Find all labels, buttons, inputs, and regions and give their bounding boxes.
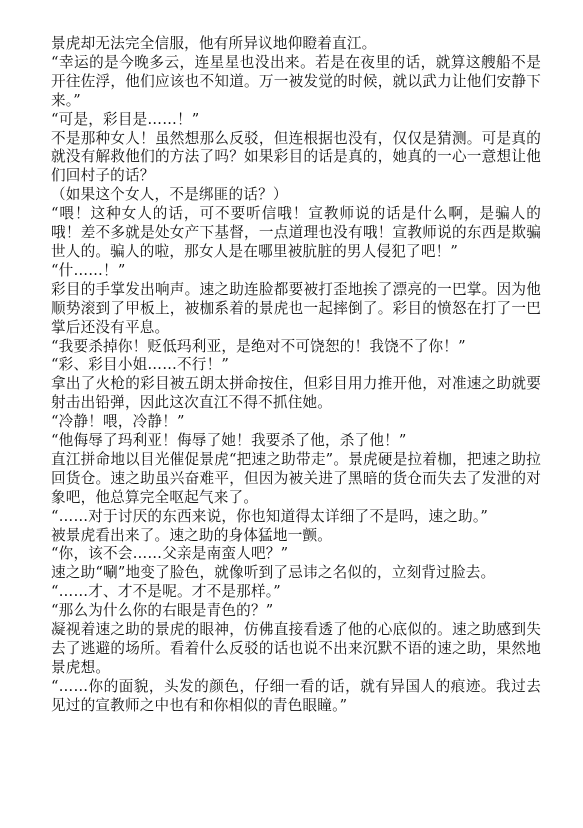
paragraph: 不是那种女人！虽然想那么反驳，但连根据也没有，仅仅是猜测。可是真的就没有解救他们的方法了吗？如果彩目的话是真的，她真的一心一意想让他们回村子的话？ xyxy=(51,129,541,185)
paragraph: “……才、才不是呢。才不是那样。” xyxy=(51,583,281,601)
paragraph: “彩、彩目小姐……不行！” xyxy=(51,356,230,374)
paragraph: 直江拼命地以目光催促景虎“把速之助带走”。景虎硬是拉着枷，把速之助拉回货仓。速之助虽兴奋难平，但因为被关进了黑暗的货仓而失去了发泄的对象吧，他总算完全呕起气来了。 xyxy=(51,450,541,506)
paragraph: （如果这个女人，不是绑匪的话？） xyxy=(51,186,288,204)
paragraph: “……你的面貌，头发的颜色，仔细一看的话，就有异国人的痕迹。我过去见过的宣教师之中也有和你相似的青色眼瞳。” xyxy=(51,677,541,714)
paragraph: “你，该不会……父亲是南蛮人吧？” xyxy=(51,545,289,563)
paragraph: “什……！” xyxy=(51,261,126,279)
paragraph: 彩目的手掌发出响声。速之助连脸都要被打歪地挨了漂亮的一巴掌。因为他顺势滚到了甲板上，被枷系着的景虎也一起摔倒了。彩目的愤怒在打了一巴掌后还没有平息。 xyxy=(51,280,541,336)
document-page xyxy=(51,35,541,716)
paragraph: “那么为什么你的右眼是青色的？” xyxy=(51,602,274,620)
paragraph: “幸运的是今晚多云，连星星也没出来。若是在夜里的话，就算这艘船不是开往佐浮，他们应该也不知道。万一被发觉的时候，就以武力让他们安静下来。” xyxy=(51,53,541,109)
paragraph: “他侮辱了玛利亚！侮辱了她！我要杀了他，杀了他！” xyxy=(51,432,407,450)
paragraph: 速之助“唰”地变了脸色，就像听到了忌讳之名似的，立刻背过脸去。 xyxy=(51,564,496,582)
paragraph: “冷静！喂，冷静！” xyxy=(51,413,185,431)
paragraph: “可是，彩目是……！” xyxy=(51,110,200,128)
paragraph: 景虎却无法完全信服，他有所异议地仰瞪着直江。 xyxy=(51,35,377,52)
paragraph: 凝视着速之助的景虎的眼神，仿佛直接看透了他的心底似的。速之助感到失去了逃避的场所。看着什么反驳的话也说不出来沉默不语的速之助，果然地景虎想。 xyxy=(51,621,541,676)
paragraph: “……对于讨厌的东西来说，你也知道得太详细了不是吗，速之助。” xyxy=(51,507,489,525)
paragraph: “喂！这种女人的话，可不要听信哦！宣教师说的话是什么啊，是骗人的哦！差不多就是处女产下基督，一点道理也没有哦！宣教师说的东西是欺骗世人的。骗人的啦，那女人是在哪里被肮脏的男人侵犯了吧！” xyxy=(51,205,541,260)
paragraph: “我要杀掉你！贬低玛利亚，是绝对不可饶恕的！我饶不了你！” xyxy=(51,337,466,355)
paragraph: 拿出了火枪的彩目被五朗太拼命按住，但彩目用力推开他，对准速之助就要射击出铅弹，因此这次直江不得不抓住她。 xyxy=(51,375,541,412)
paragraph: 被景虎看出来了。速之助的身体猛地一颤。 xyxy=(51,526,333,544)
